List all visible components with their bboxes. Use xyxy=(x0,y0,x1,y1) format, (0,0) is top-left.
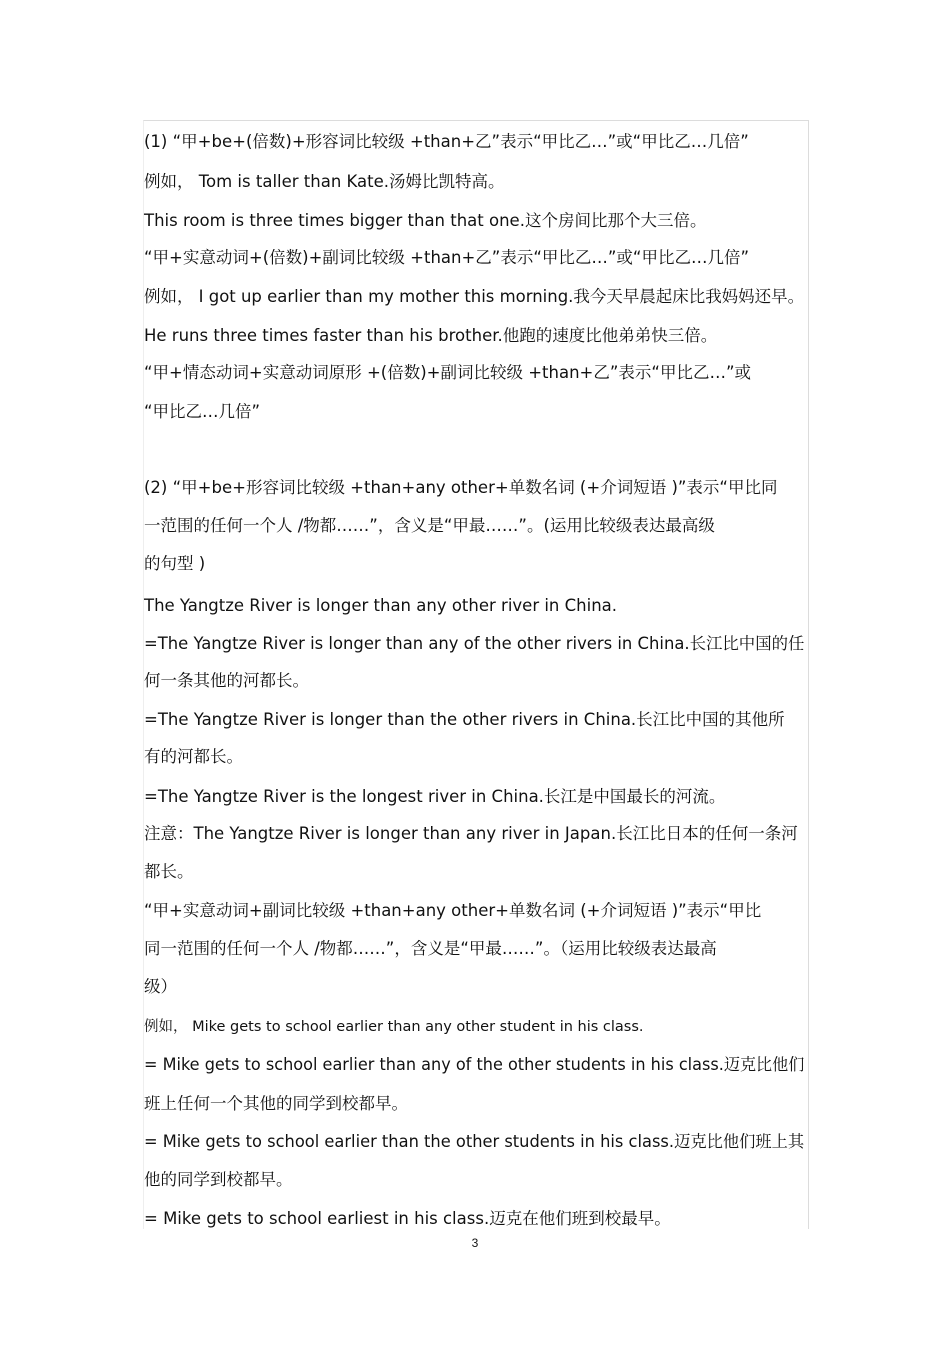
text-line: = Mike gets to school earlier than any of the other students in his class.迈克比他们 xyxy=(144,1055,805,1074)
text-line: “甲+情态动词+实意动词原形 +(倍数)+副词比较级 +than+乙”表示“甲比乙…”或 xyxy=(144,363,752,382)
text-line: 的句型 ) xyxy=(144,554,206,573)
text-line: =The Yangtze River is longer than any of the other rivers in China.长江比中国的任 xyxy=(144,634,805,653)
text-line: 他的同学到校都早。 xyxy=(144,1170,293,1189)
text-line: (1) “甲+be+(倍数)+形容词比较级 +than+乙”表示“甲比乙…”或“甲比乙…几倍” xyxy=(144,132,749,151)
text-line: “甲比乙…几倍” xyxy=(144,402,261,421)
text-line: =The Yangtze River is the longest river in China.长江是中国最长的河流。 xyxy=(144,787,726,806)
text-line: 级） xyxy=(144,977,177,996)
page-number: 3 xyxy=(471,1236,479,1250)
text-line: 例如， I got up earlier than my mother this morning.我今天早晨起床比我妈妈还早。 xyxy=(144,287,805,306)
text-line: 都长。 xyxy=(144,862,194,881)
text-line: 何一条其他的河都长。 xyxy=(144,671,309,690)
text-line: (2) “甲+be+形容词比较级 +than+any other+单数名词 (+介词短语 )”表示“甲比同 xyxy=(144,478,778,497)
text-line: 同一范围的任何一个人 /物都……”，含义是“甲最……”。（运用比较级表达最高 xyxy=(144,939,717,958)
text-line: This room is three times bigger than that one.这个房间比那个大三倍。 xyxy=(144,211,707,230)
text-line: 例如， Tom is taller than Kate.汤姆比凯特高。 xyxy=(144,172,505,191)
text-line: =The Yangtze River is longer than the other rivers in China.长江比中国的其他所 xyxy=(144,710,785,729)
text-line: The Yangtze River is longer than any other river in China. xyxy=(144,596,618,615)
text-line: “甲+实意动词+(倍数)+副词比较级 +than+乙”表示“甲比乙…”或“甲比乙…几倍” xyxy=(144,248,750,267)
text-line: 注意：The Yangtze River is longer than any river in Japan.长江比日本的任何一条河 xyxy=(144,824,798,843)
text-line: = Mike gets to school earlier than the other students in his class.迈克比他们班上其 xyxy=(144,1132,805,1151)
text-line: He runs three times faster than his brother.他跑的速度比他弟弟快三倍。 xyxy=(144,326,718,345)
text-line: “甲+实意动词+副词比较级 +than+any other+单数名词 (+介词短语 )”表示“甲比 xyxy=(144,901,762,920)
text-line: 有的河都长。 xyxy=(144,747,243,766)
text-line: 一范围的任何一个人 /物都……”，含义是“甲最……”。(运用比较级表达最高级 xyxy=(144,516,715,535)
text-line: 例如， Mike gets to school earlier than any other student in his class. xyxy=(144,1019,644,1035)
text-line: = Mike gets to school earliest in his class.迈克在他们班到校最早。 xyxy=(144,1209,671,1228)
text-line: 班上任何一个其他的同学到校都早。 xyxy=(144,1094,408,1113)
